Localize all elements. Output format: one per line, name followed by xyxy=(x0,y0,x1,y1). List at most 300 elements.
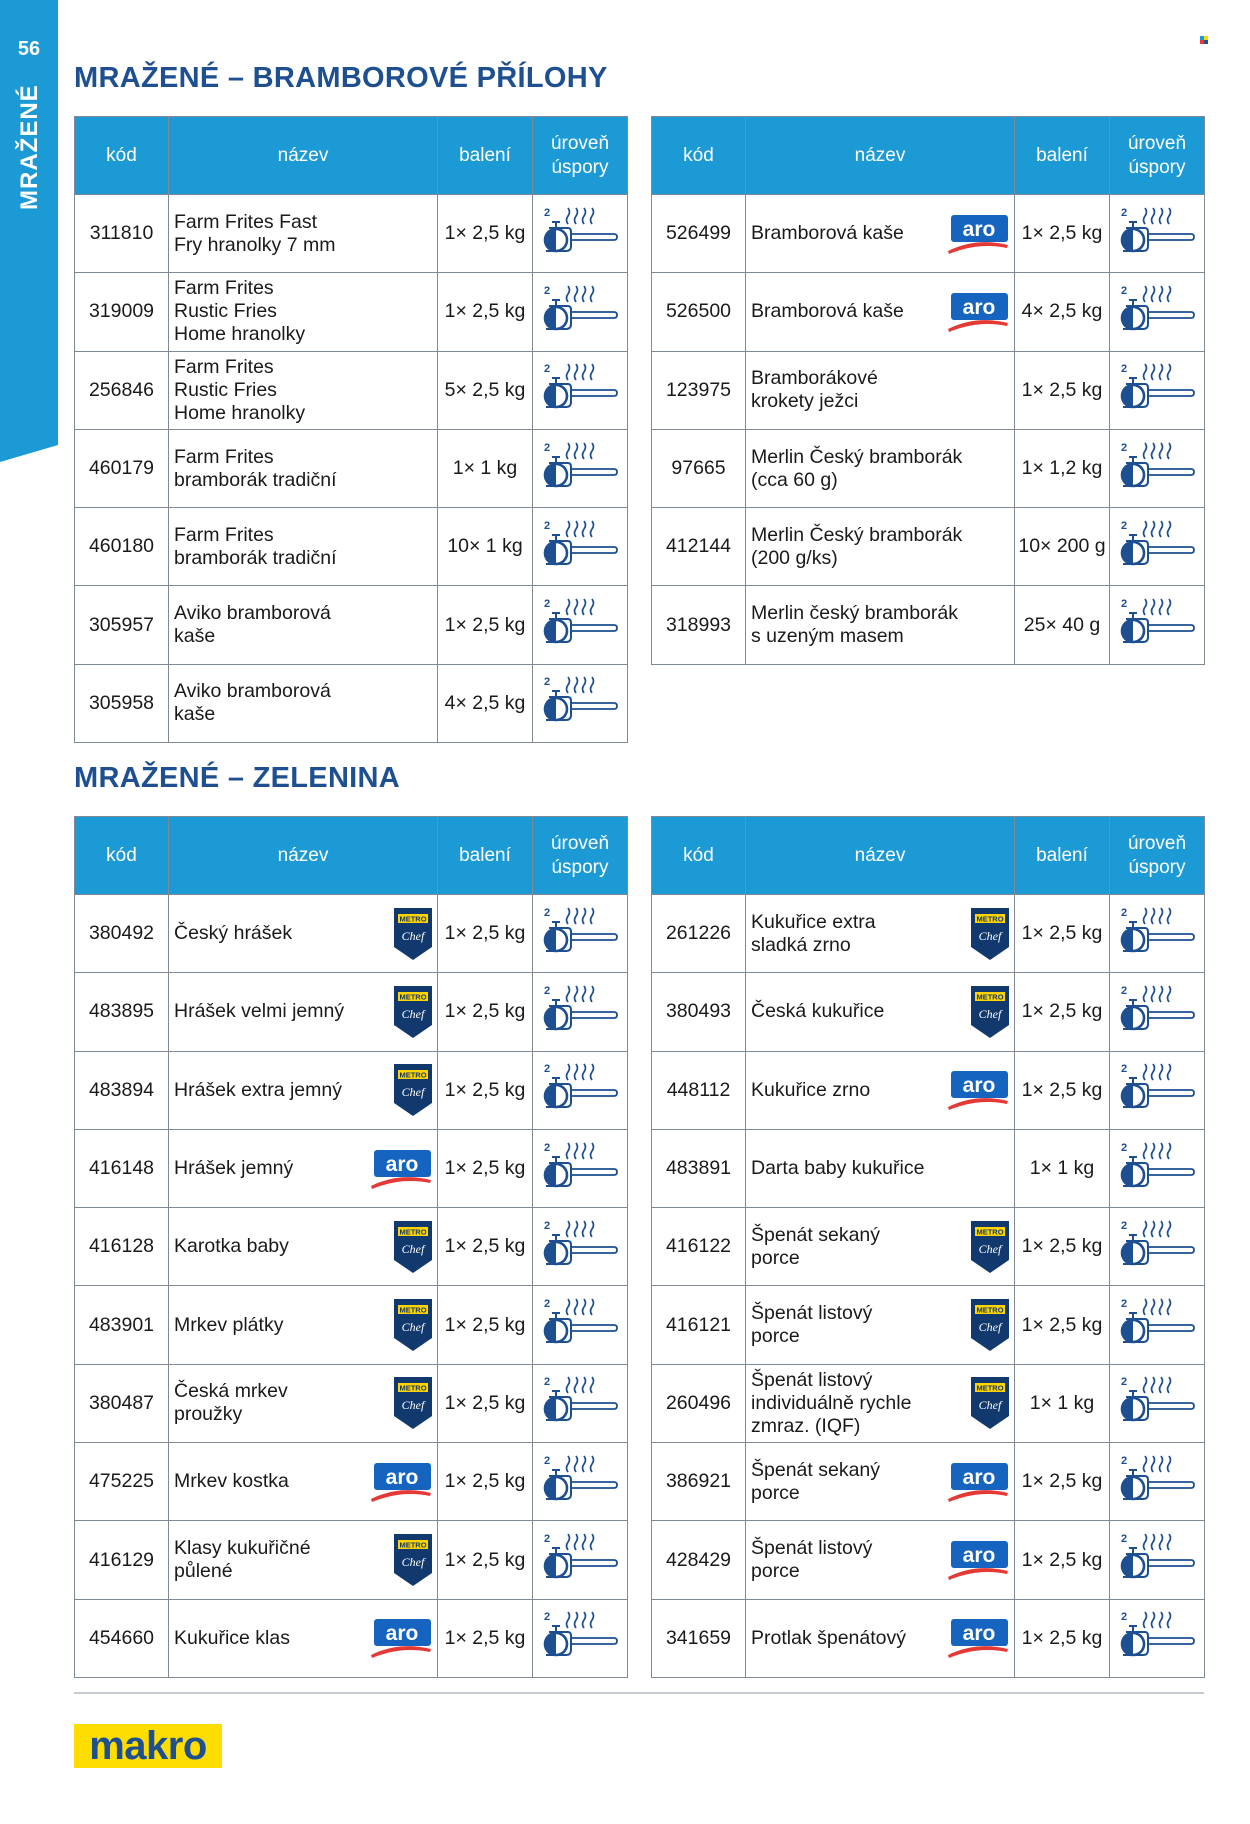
product-name: Špenát sekaný porce aro xyxy=(746,1443,1015,1521)
pan-steam-icon xyxy=(540,282,620,342)
savings-level xyxy=(533,508,628,586)
pan-steam-icon xyxy=(540,673,620,733)
svg-text:aro: aro xyxy=(962,217,996,241)
metro-chef-logo xyxy=(970,1298,1010,1352)
svg-text:2: 2 xyxy=(544,1533,551,1546)
pan-steam-icon xyxy=(540,595,620,655)
pan-steam-icon xyxy=(540,1608,620,1668)
svg-text:METRO: METRO xyxy=(399,992,427,1002)
savings-level xyxy=(1110,273,1205,351)
table-row xyxy=(652,273,1205,351)
svg-text:2: 2 xyxy=(544,441,551,454)
metro-chef-logo xyxy=(970,1376,1010,1430)
product-code: 261226 xyxy=(652,895,746,973)
aro-logo xyxy=(369,1148,433,1190)
svg-text:METRO: METRO xyxy=(399,914,427,924)
svg-text:METRO: METRO xyxy=(976,914,1004,924)
svg-text:aro: aro xyxy=(385,1622,419,1646)
table-row xyxy=(75,429,628,507)
table-row xyxy=(75,1521,628,1599)
svg-text:2: 2 xyxy=(544,1298,551,1311)
svg-text:Chef: Chef xyxy=(401,1241,425,1256)
product-name: Hrášek extra jemný METRO Chef xyxy=(169,1051,438,1129)
table-row xyxy=(652,1129,1205,1207)
savings-level xyxy=(533,1364,628,1442)
savings-level xyxy=(1110,1521,1205,1599)
table-header xyxy=(652,117,1205,195)
product-code: 256846 xyxy=(75,351,169,429)
savings-level xyxy=(533,664,628,742)
svg-text:2: 2 xyxy=(544,598,551,611)
product-pack: 1× 2,5 kg xyxy=(438,195,533,273)
product-code: 460180 xyxy=(75,508,169,586)
product-code: 428429 xyxy=(652,1521,746,1599)
product-name: Merlin Český bramborák (cca 60 g) xyxy=(746,429,1015,507)
header-savings: úroveň úspory xyxy=(1110,117,1205,195)
pan-steam-icon xyxy=(540,1530,620,1590)
svg-text:aro: aro xyxy=(962,1622,996,1646)
svg-text:Chef: Chef xyxy=(401,928,425,943)
svg-text:Chef: Chef xyxy=(401,1555,425,1570)
svg-text:Chef: Chef xyxy=(978,1006,1002,1021)
svg-text:2: 2 xyxy=(544,676,551,689)
table-row xyxy=(75,1129,628,1207)
product-pack: 1× 2,5 kg xyxy=(1015,351,1110,429)
product-name: Farm Frites Rustic Fries Home hranolky xyxy=(169,351,438,429)
pan-steam-icon xyxy=(540,1217,620,1277)
table-row xyxy=(75,586,628,664)
metro-chef-logo xyxy=(393,1220,433,1274)
product-code: 305958 xyxy=(75,664,169,742)
svg-text:2: 2 xyxy=(1121,1454,1128,1467)
product-code: 416129 xyxy=(75,1521,169,1599)
svg-text:Chef: Chef xyxy=(401,1006,425,1021)
product-pack: 1× 2,5 kg xyxy=(438,1599,533,1677)
header-pack: balení xyxy=(1015,817,1110,895)
svg-text:METRO: METRO xyxy=(976,1305,1004,1315)
table-row xyxy=(652,1051,1205,1129)
page-number: 56 xyxy=(17,38,41,60)
table-row xyxy=(652,351,1205,429)
svg-text:2: 2 xyxy=(544,984,551,997)
savings-level xyxy=(1110,429,1205,507)
product-pack: 1× 2,5 kg xyxy=(1015,1208,1110,1286)
svg-text:2: 2 xyxy=(544,519,551,532)
product-pack: 1× 1 kg xyxy=(1015,1129,1110,1207)
product-pack: 1× 2,5 kg xyxy=(438,1364,533,1442)
table-row xyxy=(75,195,628,273)
pan-steam-icon xyxy=(1117,904,1197,964)
product-code: 412144 xyxy=(652,508,746,586)
savings-level xyxy=(1110,1051,1205,1129)
savings-level xyxy=(1110,1599,1205,1677)
svg-text:2: 2 xyxy=(544,284,551,297)
metro-chef-logo xyxy=(970,985,1010,1039)
product-code: 454660 xyxy=(75,1599,169,1677)
svg-text:2: 2 xyxy=(544,363,551,376)
pan-steam-icon xyxy=(540,904,620,964)
product-name: Farm Frites bramborák tradiční xyxy=(169,508,438,586)
product-pack: 1× 2,5 kg xyxy=(1015,1521,1110,1599)
pan-steam-icon xyxy=(540,517,620,577)
product-pack: 1× 1 kg xyxy=(1015,1364,1110,1442)
svg-text:Chef: Chef xyxy=(401,1320,425,1335)
savings-level xyxy=(533,586,628,664)
product-name: Bramborákové krokety ježci xyxy=(746,351,1015,429)
table-row xyxy=(652,1443,1205,1521)
savings-level xyxy=(533,351,628,429)
savings-level xyxy=(533,1599,628,1677)
pan-steam-icon xyxy=(540,439,620,499)
pan-steam-icon xyxy=(1117,1373,1197,1433)
svg-text:2: 2 xyxy=(1121,1533,1128,1546)
pan-steam-icon xyxy=(1117,204,1197,264)
savings-level xyxy=(533,195,628,273)
pan-steam-icon xyxy=(1117,517,1197,577)
table-header xyxy=(75,117,628,195)
header-savings: úroveň úspory xyxy=(1110,817,1205,895)
table-row xyxy=(75,1364,628,1442)
product-name: Darta baby kukuřice xyxy=(746,1129,1015,1207)
svg-text:METRO: METRO xyxy=(399,1227,427,1237)
table-row xyxy=(75,1051,628,1129)
table-row xyxy=(652,586,1205,664)
table-row xyxy=(652,973,1205,1051)
product-name: Mrkev kostka aro xyxy=(169,1443,438,1521)
product-name: Klasy kukuřičné půlené METRO Chef xyxy=(169,1521,438,1599)
product-code: 416122 xyxy=(652,1208,746,1286)
header-savings: úroveň úspory xyxy=(533,117,628,195)
product-name: Špenát sekaný porce METRO Chef xyxy=(746,1208,1015,1286)
table-row xyxy=(75,895,628,973)
product-pack: 1× 2,5 kg xyxy=(438,973,533,1051)
svg-text:Chef: Chef xyxy=(978,1241,1002,1256)
table-row xyxy=(652,429,1205,507)
product-pack: 4× 2,5 kg xyxy=(438,664,533,742)
product-code: 341659 xyxy=(652,1599,746,1677)
metro-chef-logo xyxy=(393,1298,433,1352)
vegetable-table-right xyxy=(651,816,1205,1678)
product-name: Mrkev plátky METRO Chef xyxy=(169,1286,438,1364)
svg-text:2: 2 xyxy=(1121,1611,1128,1624)
svg-text:2: 2 xyxy=(544,1611,551,1624)
svg-text:2: 2 xyxy=(1121,519,1128,532)
aro-logo xyxy=(946,291,1010,333)
table-row xyxy=(75,1443,628,1521)
pan-steam-icon xyxy=(1117,1217,1197,1277)
product-name: Merlin Český bramborák (200 g/ks) xyxy=(746,508,1015,586)
savings-level xyxy=(1110,586,1205,664)
product-name: Kukuřice zrno aro xyxy=(746,1051,1015,1129)
product-pack: 10× 200 g xyxy=(1015,508,1110,586)
product-code: 386921 xyxy=(652,1443,746,1521)
product-name: Farm Frites Fast Fry hranolky 7 mm xyxy=(169,195,438,273)
savings-level xyxy=(1110,1364,1205,1442)
product-name: Aviko bramborová kaše xyxy=(169,664,438,742)
savings-level xyxy=(533,1521,628,1599)
product-pack: 1× 2,5 kg xyxy=(1015,1599,1110,1677)
product-name: Česká kukuřice METRO Chef xyxy=(746,973,1015,1051)
svg-text:2: 2 xyxy=(544,1376,551,1389)
table-row xyxy=(75,1208,628,1286)
product-pack: 1× 2,5 kg xyxy=(1015,1051,1110,1129)
table-row xyxy=(652,195,1205,273)
product-name: Špenát listový porce aro xyxy=(746,1521,1015,1599)
svg-text:2: 2 xyxy=(1121,441,1128,454)
product-pack: 25× 40 g xyxy=(1015,586,1110,664)
savings-level xyxy=(1110,351,1205,429)
savings-level xyxy=(533,973,628,1051)
product-code: 526500 xyxy=(652,273,746,351)
savings-level xyxy=(533,1051,628,1129)
pan-steam-icon xyxy=(540,360,620,420)
product-code: 483901 xyxy=(75,1286,169,1364)
product-pack: 1× 2,5 kg xyxy=(438,1051,533,1129)
product-pack: 1× 1,2 kg xyxy=(1015,429,1110,507)
product-code: 416148 xyxy=(75,1129,169,1207)
header-code: kód xyxy=(75,817,169,895)
pan-steam-icon xyxy=(1117,595,1197,655)
product-name: Hrášek velmi jemný METRO Chef xyxy=(169,973,438,1051)
metro-chef-logo xyxy=(970,1220,1010,1274)
metro-chef-logo xyxy=(393,985,433,1039)
header-pack: balení xyxy=(438,817,533,895)
product-code: 416121 xyxy=(652,1286,746,1364)
table-row xyxy=(75,351,628,429)
product-name: Farm Frites bramborák tradiční xyxy=(169,429,438,507)
table-row xyxy=(75,664,628,742)
svg-text:2: 2 xyxy=(1121,984,1128,997)
svg-text:2: 2 xyxy=(1121,906,1128,919)
svg-text:2: 2 xyxy=(1121,1219,1128,1232)
product-pack: 1× 2,5 kg xyxy=(438,586,533,664)
header-code: kód xyxy=(652,817,746,895)
savings-level xyxy=(1110,195,1205,273)
potato-table-left xyxy=(74,116,628,743)
product-name: Karotka baby METRO Chef xyxy=(169,1208,438,1286)
pan-steam-icon xyxy=(1117,360,1197,420)
svg-text:METRO: METRO xyxy=(976,1227,1004,1237)
pan-steam-icon xyxy=(540,1060,620,1120)
product-name: Špenát listový individuálně rychle zmraz. (IQF) METRO Chef xyxy=(746,1364,1015,1442)
aro-logo xyxy=(946,1617,1010,1659)
aro-logo xyxy=(369,1461,433,1503)
aro-logo xyxy=(369,1617,433,1659)
table-row xyxy=(652,508,1205,586)
product-code: 260496 xyxy=(652,1364,746,1442)
savings-level xyxy=(1110,973,1205,1051)
svg-text:2: 2 xyxy=(1121,1063,1128,1076)
svg-text:2: 2 xyxy=(544,1219,551,1232)
svg-text:METRO: METRO xyxy=(399,1070,427,1080)
product-pack: 1× 2,5 kg xyxy=(438,1129,533,1207)
product-code: 318993 xyxy=(652,586,746,664)
svg-text:2: 2 xyxy=(1121,1141,1128,1154)
pan-steam-icon xyxy=(540,1373,620,1433)
svg-text:Chef: Chef xyxy=(978,1398,1002,1413)
savings-level xyxy=(1110,1208,1205,1286)
product-code: 483895 xyxy=(75,973,169,1051)
product-pack: 1× 2,5 kg xyxy=(1015,895,1110,973)
svg-text:2: 2 xyxy=(1121,598,1128,611)
product-pack: 1× 2,5 kg xyxy=(438,1286,533,1364)
svg-text:2: 2 xyxy=(544,906,551,919)
pan-steam-icon xyxy=(1117,282,1197,342)
metro-chef-logo xyxy=(393,907,433,961)
table-row xyxy=(75,508,628,586)
product-name: Hrášek jemný aro xyxy=(169,1129,438,1207)
metro-chef-logo xyxy=(393,1376,433,1430)
product-pack: 1× 1 kg xyxy=(438,429,533,507)
svg-text:METRO: METRO xyxy=(976,1383,1004,1393)
product-name: Aviko bramborová kaše xyxy=(169,586,438,664)
header-code: kód xyxy=(652,117,746,195)
svg-text:METRO: METRO xyxy=(399,1305,427,1315)
product-pack: 1× 2,5 kg xyxy=(1015,195,1110,273)
pan-steam-icon xyxy=(540,982,620,1042)
svg-text:aro: aro xyxy=(962,1465,996,1489)
product-name: Kukuřice extra sladká zrno METRO Chef xyxy=(746,895,1015,973)
header-name: název xyxy=(169,117,438,195)
svg-text:aro: aro xyxy=(385,1152,419,1176)
product-pack: 5× 2,5 kg xyxy=(438,351,533,429)
svg-text:2: 2 xyxy=(544,206,551,219)
header-name: název xyxy=(746,117,1015,195)
pan-steam-icon xyxy=(1117,1295,1197,1355)
product-pack: 1× 2,5 kg xyxy=(438,1208,533,1286)
savings-level xyxy=(533,1443,628,1521)
pan-steam-icon xyxy=(1117,1608,1197,1668)
table-row xyxy=(75,1286,628,1364)
product-pack: 1× 2,5 kg xyxy=(1015,1286,1110,1364)
svg-text:2: 2 xyxy=(1121,363,1128,376)
svg-text:Chef: Chef xyxy=(401,1085,425,1100)
product-code: 380487 xyxy=(75,1364,169,1442)
potato-table-right xyxy=(651,116,1205,665)
savings-level xyxy=(1110,1286,1205,1364)
aro-logo xyxy=(946,1069,1010,1111)
product-code: 380492 xyxy=(75,895,169,973)
product-pack: 4× 2,5 kg xyxy=(1015,273,1110,351)
svg-text:2: 2 xyxy=(544,1141,551,1154)
pan-steam-icon xyxy=(1117,1530,1197,1590)
header-code: kód xyxy=(75,117,169,195)
svg-text:Chef: Chef xyxy=(401,1398,425,1413)
pan-steam-icon xyxy=(540,204,620,264)
product-pack: 1× 2,5 kg xyxy=(1015,973,1110,1051)
pan-steam-icon xyxy=(1117,1139,1197,1199)
pan-steam-icon xyxy=(540,1452,620,1512)
product-name: Farm Frites Rustic Fries Home hranolky xyxy=(169,273,438,351)
svg-text:2: 2 xyxy=(544,1063,551,1076)
savings-level xyxy=(1110,1443,1205,1521)
svg-text:2: 2 xyxy=(544,1454,551,1467)
product-code: 416128 xyxy=(75,1208,169,1286)
savings-level xyxy=(533,1286,628,1364)
table-row xyxy=(652,895,1205,973)
product-name: Bramborová kaše aro xyxy=(746,195,1015,273)
pan-steam-icon xyxy=(540,1139,620,1199)
product-name: Špenát listový porce METRO Chef xyxy=(746,1286,1015,1364)
table-row xyxy=(652,1521,1205,1599)
metro-chef-logo xyxy=(970,907,1010,961)
pan-steam-icon xyxy=(540,1295,620,1355)
table-row xyxy=(652,1286,1205,1364)
savings-level xyxy=(1110,1129,1205,1207)
vegetable-table-left xyxy=(74,816,628,1678)
product-pack: 1× 2,5 kg xyxy=(438,273,533,351)
aro-logo xyxy=(946,1461,1010,1503)
product-code: 475225 xyxy=(75,1443,169,1521)
pan-steam-icon xyxy=(1117,1060,1197,1120)
savings-level xyxy=(533,429,628,507)
table-row xyxy=(652,1364,1205,1442)
product-name: Český hrášek METRO Chef xyxy=(169,895,438,973)
product-code: 380493 xyxy=(652,973,746,1051)
table-header xyxy=(75,817,628,895)
savings-level xyxy=(533,895,628,973)
product-name: Česká mrkev proužky METRO Chef xyxy=(169,1364,438,1442)
svg-text:Chef: Chef xyxy=(978,928,1002,943)
savings-level xyxy=(1110,895,1205,973)
product-name: Bramborová kaše aro xyxy=(746,273,1015,351)
header-pack: balení xyxy=(438,117,533,195)
product-pack: 1× 2,5 kg xyxy=(438,1521,533,1599)
product-code: 319009 xyxy=(75,273,169,351)
svg-text:2: 2 xyxy=(1121,1298,1128,1311)
product-code: 123975 xyxy=(652,351,746,429)
product-pack: 10× 1 kg xyxy=(438,508,533,586)
side-section-label: MRAŽENÉ xyxy=(16,84,43,210)
footer-divider xyxy=(74,1692,1204,1694)
header-name: název xyxy=(746,817,1015,895)
product-code: 526499 xyxy=(652,195,746,273)
product-name: Merlin český bramborák s uzeným masem xyxy=(746,586,1015,664)
makro-logo: makro xyxy=(74,1724,222,1768)
table-row xyxy=(652,1208,1205,1286)
product-code: 448112 xyxy=(652,1051,746,1129)
aro-logo xyxy=(946,213,1010,255)
table-header xyxy=(652,817,1205,895)
savings-level xyxy=(1110,508,1205,586)
svg-text:aro: aro xyxy=(385,1465,419,1489)
svg-text:aro: aro xyxy=(962,1074,996,1098)
product-code: 460179 xyxy=(75,429,169,507)
product-code: 483894 xyxy=(75,1051,169,1129)
svg-text:aro: aro xyxy=(962,295,996,319)
corner-mark xyxy=(1200,36,1208,44)
product-code: 305957 xyxy=(75,586,169,664)
svg-text:METRO: METRO xyxy=(399,1540,427,1550)
pan-steam-icon xyxy=(1117,1452,1197,1512)
section-title-potato: MRAŽENÉ – BRAMBOROVÉ PŘÍLOHY xyxy=(74,62,608,94)
savings-level xyxy=(533,273,628,351)
metro-chef-logo xyxy=(393,1533,433,1587)
product-pack: 1× 2,5 kg xyxy=(1015,1443,1110,1521)
header-pack: balení xyxy=(1015,117,1110,195)
table-row xyxy=(75,1599,628,1677)
table-row xyxy=(652,1599,1205,1677)
side-tab xyxy=(0,0,58,462)
metro-chef-logo xyxy=(393,1063,433,1117)
product-code: 311810 xyxy=(75,195,169,273)
svg-text:METRO: METRO xyxy=(976,992,1004,1002)
product-name: Protlak špenátový aro xyxy=(746,1599,1015,1677)
svg-text:2: 2 xyxy=(1121,206,1128,219)
product-code: 97665 xyxy=(652,429,746,507)
svg-text:Chef: Chef xyxy=(978,1320,1002,1335)
svg-text:2: 2 xyxy=(1121,284,1128,297)
